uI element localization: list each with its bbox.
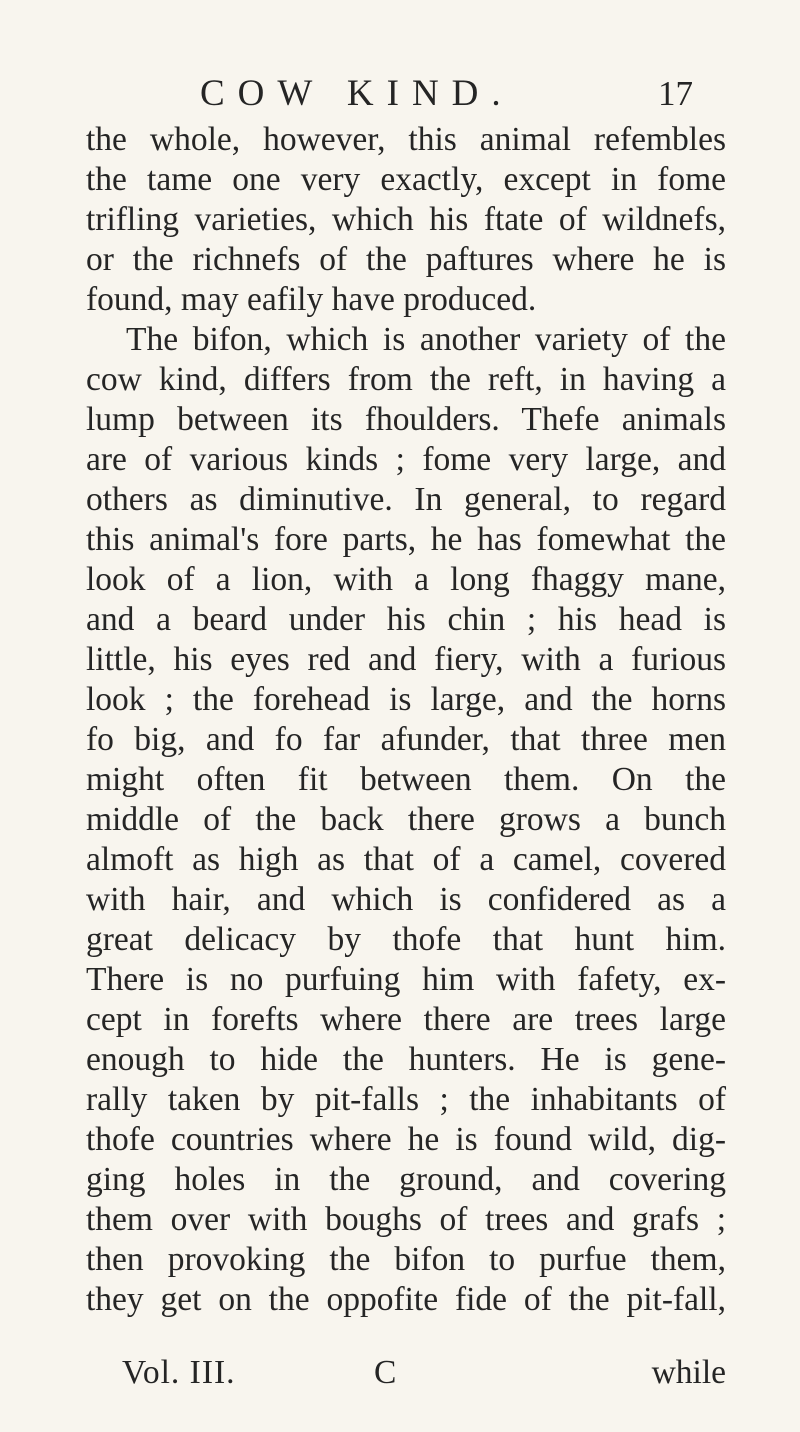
text-line: the whole, however, this animal refembles bbox=[86, 121, 726, 158]
text-line: then provoking the bifon to purfue them, bbox=[86, 1241, 726, 1278]
text-line: the tame one very exactly, except in fome bbox=[86, 161, 726, 198]
running-head-title: COW KIND. bbox=[200, 73, 514, 114]
text-line: this animal's fore parts, he has fomewhat the bbox=[86, 521, 726, 558]
text-line: they get on the oppofite fide of the pit-fall, bbox=[86, 1281, 726, 1318]
text-line: ging holes in the ground, and covering bbox=[86, 1161, 726, 1198]
text-line: great delicacy by thofe that hunt him. bbox=[86, 921, 726, 958]
text-line: cept in forefts where there are trees large bbox=[86, 1001, 726, 1038]
text-line: look ; the forehead is large, and the horns bbox=[86, 681, 726, 718]
text-line: enough to hide the hunters. He is gene- bbox=[86, 1041, 726, 1078]
text-line: and a beard under his chin ; his head is bbox=[86, 601, 726, 638]
running-head bbox=[200, 72, 720, 116]
text-line: with hair, and which is confidered as a bbox=[86, 881, 726, 918]
text-line: look of a lion, with a long fhaggy mane, bbox=[86, 561, 726, 598]
catchword: while bbox=[651, 1354, 726, 1391]
text-line: cow kind, differs from the reft, in having a bbox=[86, 361, 726, 398]
page-number: 17 bbox=[658, 74, 693, 113]
text-line: are of various kinds ; fome very large, and bbox=[86, 441, 726, 478]
text-line: found, may eafily have produced. bbox=[86, 281, 537, 318]
text-line: middle of the back there grows a bunch bbox=[86, 801, 726, 838]
text-line: or the richnefs of the paftures where he is bbox=[86, 241, 726, 278]
text-line: others as diminutive. In general, to regard bbox=[86, 481, 726, 518]
text-line: little, his eyes red and fiery, with a furious bbox=[86, 641, 726, 678]
signature-mark: C bbox=[374, 1354, 397, 1391]
text-line: There is no purfuing him with fafety, ex- bbox=[86, 961, 726, 998]
text-line: lump between its fhoulders. Thefe animals bbox=[86, 401, 726, 438]
volume-mark: Vol. III. bbox=[122, 1354, 236, 1391]
text-line: almoft as high as that of a camel, covered bbox=[86, 841, 726, 878]
signature-line bbox=[122, 1350, 726, 1396]
text-line: them over with boughs of trees and grafs ; bbox=[86, 1201, 726, 1238]
text-line: thofe countries where he is found wild, dig- bbox=[86, 1121, 726, 1158]
text-line: fo big, and fo far afunder, that three men bbox=[86, 721, 726, 758]
text-line: The bifon, which is another variety of the bbox=[126, 321, 726, 358]
text-line: might often fit between them. On the bbox=[86, 761, 726, 798]
text-line: rally taken by pit-falls ; the inhabitants of bbox=[86, 1081, 726, 1118]
text-line: trifling varieties, which his ftate of wildnefs, bbox=[86, 201, 726, 238]
